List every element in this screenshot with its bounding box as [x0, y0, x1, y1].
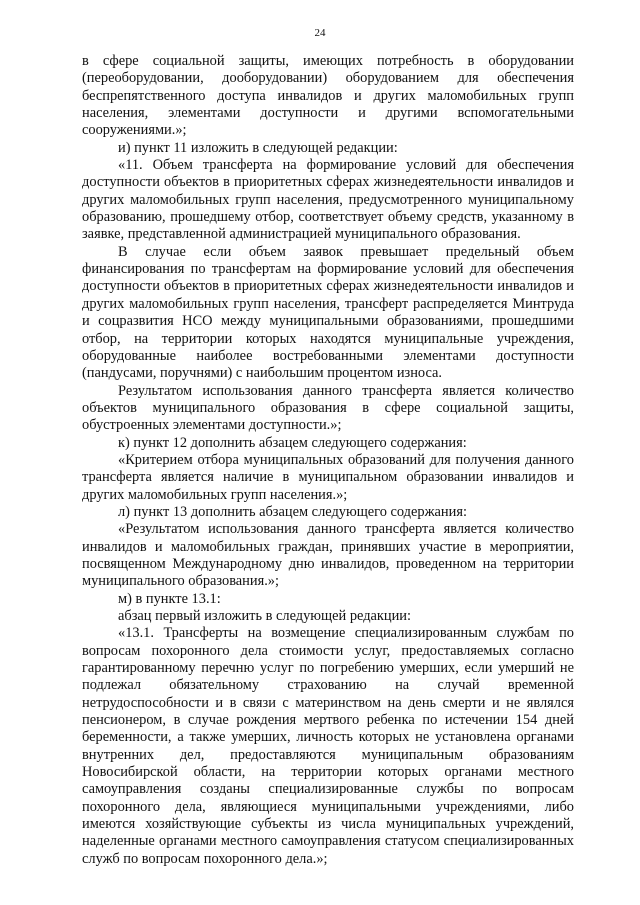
- page-number: 24: [314, 27, 326, 39]
- paragraph-item-k: к) пункт 12 дополнить абзацем следующего содержания:: [118, 434, 467, 451]
- paragraph-clause-11: «11. Объем трансферта на формирование условий для обеспечения доступности объектов в приоритетных сферах жизнедеятельности инвалидов и других маломобильных групп населения, предусмотренного муниципальному образованию, прошедшему отбор, соответствует объему средств, указанному в заявке, представленной администрацией муниципального образования.: [82, 157, 574, 243]
- paragraph-first-abzac: абзац первый изложить в следующей редакции:: [118, 608, 412, 624]
- paragraph-item-m: м) в пункте 13.1:: [118, 590, 221, 607]
- paragraph-clause-13-result: «Результатом использования данного трансферта является количество инвалидов и маломобильных граждан, принявших участие в мероприятии, посвященном Международному дню инвалидов, проведенном на территории муниципального образования.»;: [82, 521, 574, 590]
- paragraph-continuation: в сфере социальной защиты, имеющих потребность в оборудовании (переоборудовании, дооборудовании) оборудованием для обеспечения беспрепятственного доступа инвалидов и других маломобильных групп населения, элементами доступности и другими вспомогательными сооружениями.»;: [82, 53, 574, 139]
- paragraph-item-i: и) пункт 11 изложить в следующей редакции:: [118, 139, 398, 156]
- paragraph-clause-12-criterion: «Критерием отбора муниципальных образований для получения данного трансферта является наличие в муниципальном образовании инвалидов и других маломобильных групп населения.»;: [82, 451, 574, 503]
- paragraph-item-l: л) пункт 13 дополнить абзацем следующего содержания:: [118, 503, 467, 520]
- paragraph-clause-11-distribution: В случае если объем заявок превышает предельный объем финансирования по трансфертам на формирование условий для обеспечения доступности объектов в приоритетных сферах жизнедеятельности инвалидов и других маломобильных групп населения, трансферт распределяется Минтруда и соцразвития НСО между муниципальными образованиями, прошедшими отбор, на территории которых находятся муниципальные учреждения, оборудованные наиболее востребованными элементами доступности (пандусами, поручнями) с наибольшим процентом износа.: [82, 243, 574, 382]
- paragraph-clause-11-result: Результатом использования данного трансферта является количество объектов муниципального образования в сфере социальной защиты, обустроенных элементами доступности.»;: [82, 382, 574, 434]
- document-body: [82, 53, 574, 868]
- paragraph-clause-13-1: «13.1. Трансферты на возмещение специализированным службам по вопросам похоронного дела стоимости услуг, предоставляемых согласно гарантированному перечню услуг по погребению умерших, если умерший не подлежал обязательному страхованию на случай временной нетрудоспособности и в связи с материнством на день смерти и не являлся пенсионером, в случае рождения мертвого ребенка по истечении 154 дней беременности, а также умерших, личность которых не установлена органами внутренних дел, предоставляются муниципальным образованиям Новосибирской области, на территории которых органами местного самоуправления созданы специализированные службы по вопросам похоронного дела, являющиеся муниципальными учреждениями, либо имеются хозяйствующие субъекты из числа муниципальных учреждений, наделенные органами местного самоуправления статусом специализированных служб по вопросам похоронного дела.»;: [82, 625, 574, 867]
